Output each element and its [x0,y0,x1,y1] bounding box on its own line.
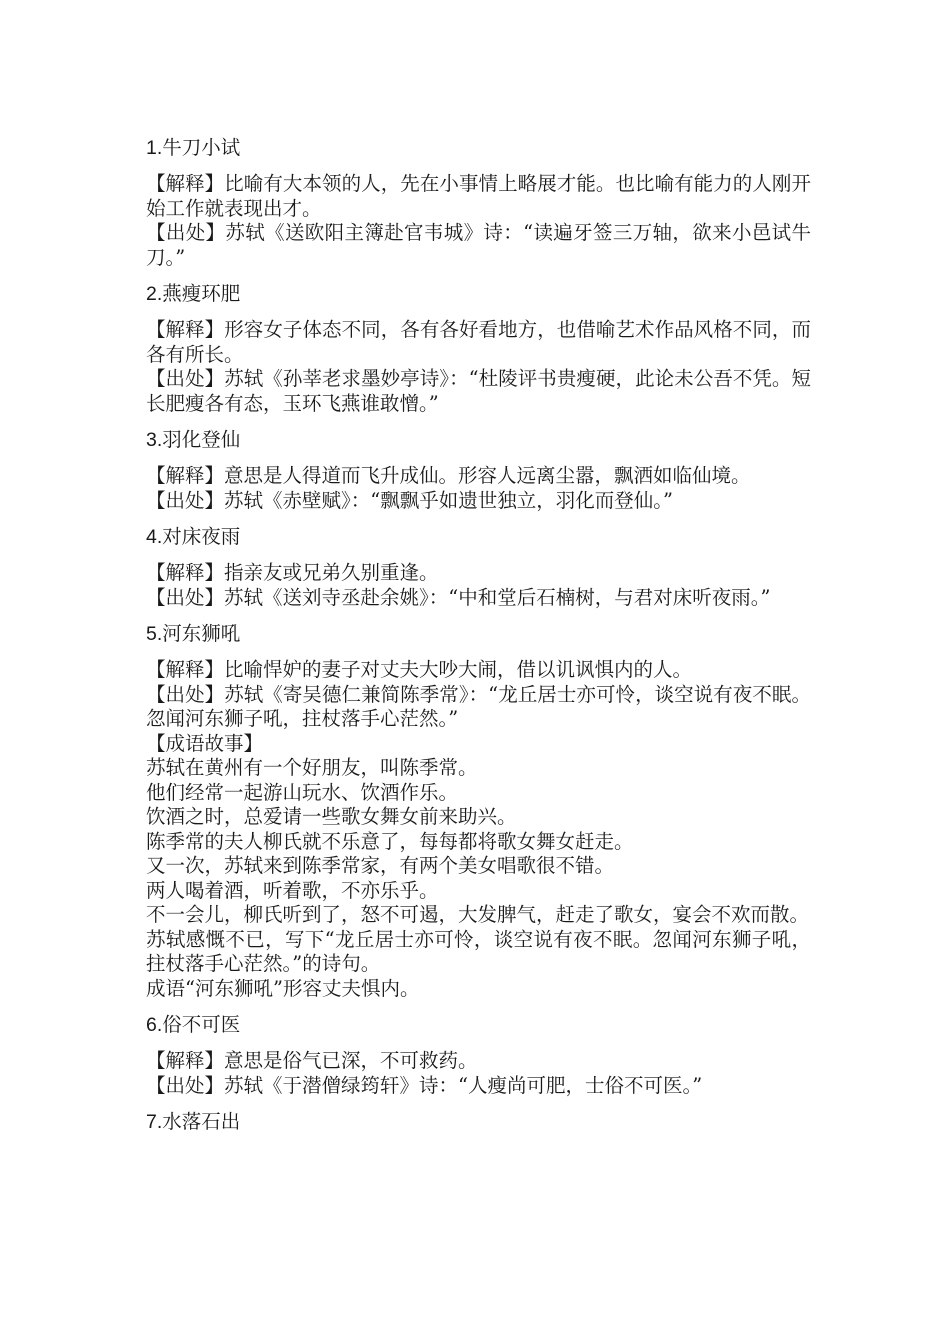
story-line: 他们经常一起游山玩水、饮酒作乐。 [146,780,459,804]
idiom-title: 7.水落石出 [146,1111,241,1133]
idiom-title: 2.燕瘦环肥 [146,283,241,305]
story-line: 成语“河东狮吼”形容丈夫惧内。 [146,976,420,1000]
source-line: 【出处】苏轼《于潜僧绿筠轩》诗：“人瘦尚可肥，士俗不可医。” [146,1073,703,1097]
story-line: 饮酒之时，总爱请一些歌女舞女前来助兴。 [146,805,517,828]
story-line: 苏轼在黄州有一个好朋友，叫陈季常。 [146,756,478,779]
explanation-line: 【解释】意思是人得道而飞升成仙。形容人远离尘嚣，飘洒如临仙境。 [146,464,751,487]
idiom-entry [146,622,811,1001]
idiom-title: 6.俗不可医 [146,1014,241,1036]
explanation-line: 【解释】指亲友或兄弟久别重逢。 [146,561,439,584]
idiom-title: 3.羽化登仙 [146,429,241,451]
source-line: 【出处】苏轼《孙莘老求墨妙亭诗》：“杜陵评书贵瘦硬，此论未公吾不凭。短长肥瘦各有态，玉环飞燕谁敢憎。” [146,367,811,415]
explanation-line: 【解释】比喻有大本领的人，先在小事情上略展才能。也比喻有能力的人刚开始工作就表现出才。 [146,172,811,220]
document-page [146,136,811,1146]
idiom-entry [146,136,811,270]
story-heading: 【成语故事】 [146,731,264,755]
story-line: 又一次，苏轼来到陈季常家，有两个美女唱歌很不错。 [146,854,615,877]
source-line: 【出处】苏轼《送欧阳主簿赴官韦城》诗：“读遍牙签三万轴，欲来小邑试牛刀。” [146,221,811,269]
explanation-line: 【解释】形容女子体态不同，各有各好看地方，也借喻艺术作品风格不同，而各有所长。 [146,318,811,366]
story-line: 苏轼感慨不已，写下“龙丘居士亦可怜，谈空说有夜不眠。忽闻河东狮子吼，拄杖落手心茫然。”的诗句。 [146,927,811,975]
story-line: 不一会儿，柳氏听到了，怒不可遏，大发脾气，赶走了歌女，宴会不欢而散。 [146,903,810,926]
idiom-entry [146,282,811,416]
idiom-title: 5.河东狮吼 [146,623,241,645]
idiom-title: 4.对床夜雨 [146,526,241,548]
idiom-entry [146,1013,811,1098]
explanation-line: 【解释】意思是俗气已深，不可救药。 [146,1049,478,1072]
idiom-title: 1.牛刀小试 [146,137,241,159]
source-line: 【出处】苏轼《寄吴德仁兼简陈季常》：“龙丘居士亦可怜，谈空说有夜不眠。忽闻河东狮子吼，拄杖落手心茫然。” [146,682,811,730]
idiom-entry [146,1110,811,1134]
idiom-entry [146,428,811,513]
story-line: 陈季常的夫人柳氏就不乐意了，每每都将歌女舞女赶走。 [146,829,634,853]
story-line: 两人喝着酒，听着歌，不亦乐乎。 [146,878,439,902]
source-line: 【出处】苏轼《赤壁赋》：“飘飘乎如遗世独立，羽化而登仙。” [146,488,673,512]
explanation-line: 【解释】比喻悍妒的妻子对丈夫大吵大闹，借以讥讽惧内的人。 [146,658,693,681]
source-line: 【出处】苏轼《送刘寺丞赴余姚》：“中和堂后石楠树，与君对床听夜雨。” [146,585,771,609]
idiom-entry [146,525,811,610]
